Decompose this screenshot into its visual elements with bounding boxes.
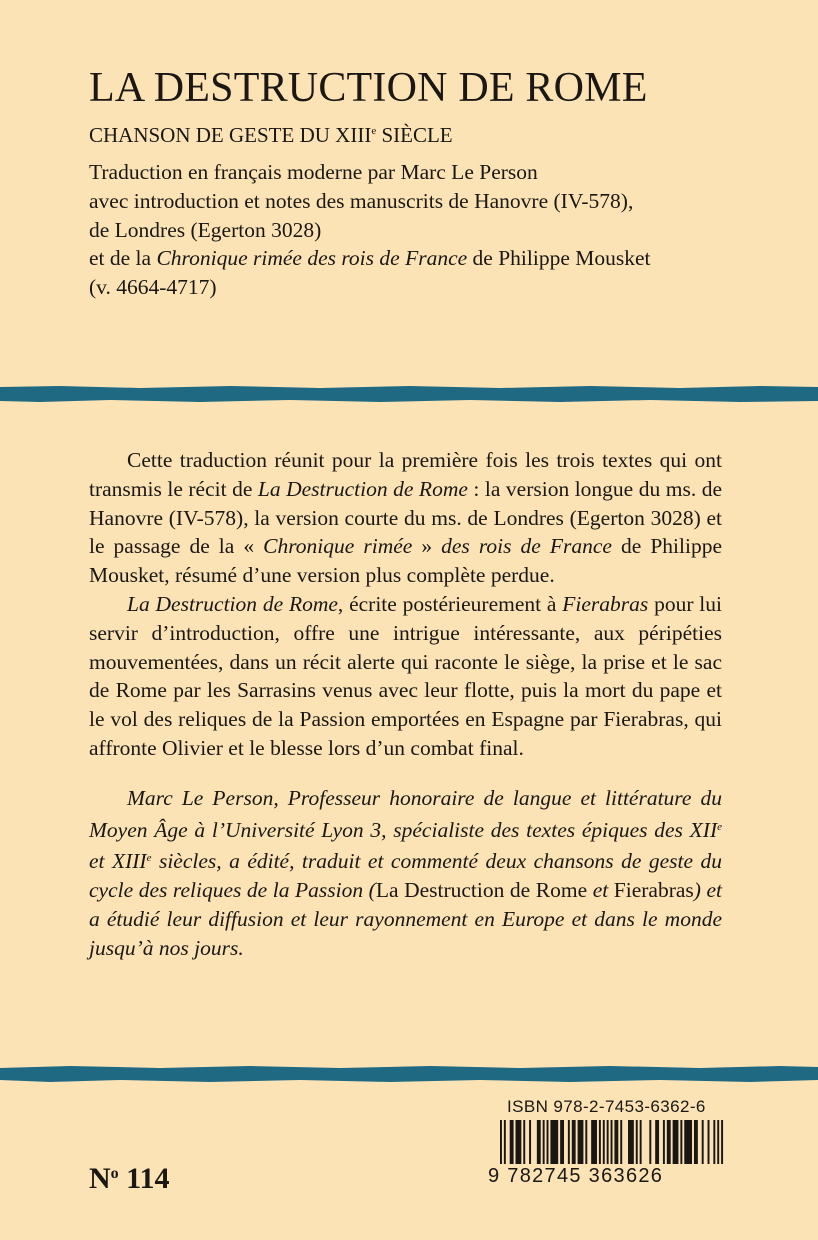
header-block	[89, 62, 789, 302]
barcode-bar	[578, 1120, 584, 1164]
barcode-bar	[702, 1120, 704, 1164]
back-cover-text	[89, 446, 722, 963]
barcode-bar	[684, 1120, 692, 1164]
credits-line: et de la Chronique rimée des rois de France de Philippe Mousket	[89, 246, 651, 271]
barcode-bar	[614, 1120, 618, 1164]
series-number: $N^o$ 114	[89, 1162, 170, 1195]
barcode-bar	[649, 1120, 651, 1164]
decorative-band-bottom	[0, 1063, 818, 1085]
book-title: LA DESTRUCTION DE ROME	[89, 65, 648, 111]
barcode-bar	[504, 1120, 506, 1164]
summary-paragraph: La Destruction de Rome, écrite postérieurement à Fierabras pour lui servir d’introduction, offre une intrigue intéressante, aux péripéties mouvementées, dans un récit alerte qui raconte le siège, la prise et le sac de Rome par les Sarrasins venus avec leur flotte, puis la mort du pape et le vol des reliques de la Passion emportées en Espagne par Fierabras, qui affronte Olivier et le blesse lors d’un combat final.	[89, 591, 723, 760]
barcode-bar	[620, 1120, 622, 1164]
barcode-bar	[708, 1120, 710, 1164]
credits-line: de Londres (Egerton 3028)	[89, 217, 322, 242]
barcode-bar	[523, 1120, 525, 1164]
summary-paragraph: Cette traduction réunit pour la première fois les trois textes qui ont transmis le récit de La Destruction de Rome : la version longue du ms. de Hanovre (IV-578), la version courte du ms. de Londres (Egerton 3028) et le passage de la « Chronique rimée » des rois de France de Philippe Mousket, résumé d’une version plus complète perdue.	[89, 448, 723, 588]
credits-line: (v. 4664-4717)	[89, 275, 217, 300]
decorative-band-top	[0, 383, 818, 405]
barcode-bar	[628, 1120, 634, 1164]
barcode-bar	[721, 1120, 723, 1164]
barcode-bar	[585, 1120, 587, 1164]
barcode-bar	[655, 1120, 659, 1164]
barcode-bar	[516, 1120, 522, 1164]
barcode-bar	[603, 1120, 605, 1164]
barcode-bar	[717, 1120, 719, 1164]
barcode-bar	[560, 1120, 564, 1164]
barcode-bar	[607, 1120, 609, 1164]
barcode-bar	[547, 1120, 549, 1164]
barcode-bar	[572, 1120, 576, 1164]
barcode-bar	[636, 1120, 638, 1164]
barcode-bar	[667, 1120, 671, 1164]
translation-credits	[89, 158, 789, 302]
isbn-barcode	[488, 1097, 725, 1187]
credits-line: avec introduction et notes des manuscrits de Hanovre (IV-578),	[89, 188, 634, 213]
barcode-bar	[568, 1120, 570, 1164]
barcode-bar	[591, 1120, 597, 1164]
book-subtitle: CHANSON DE GESTE DU XIIIe SIÈCLE	[89, 123, 453, 147]
barcode-bar	[529, 1120, 531, 1164]
barcode-bar	[500, 1120, 502, 1164]
credits-line: Traduction en français moderne par Marc Le Person	[89, 160, 538, 184]
barcode-bar	[694, 1120, 698, 1164]
barcode-bar	[611, 1120, 613, 1164]
barcode-bar	[510, 1120, 514, 1164]
barcode-bar	[680, 1120, 682, 1164]
barcode-bar	[640, 1120, 642, 1164]
barcode-digits: 9 782745 363626	[488, 1165, 664, 1187]
barcode-bar	[543, 1120, 545, 1164]
barcode-bar	[663, 1120, 665, 1164]
barcode-bar	[599, 1120, 601, 1164]
barcode-bar	[550, 1120, 558, 1164]
barcode-bar	[713, 1120, 715, 1164]
barcode-bars	[500, 1120, 725, 1164]
author-bio: Marc Le Person, Professeur honoraire de langue et littérature du Moyen Âge à l’Université Lyon 3, spécialiste des textes épiques des XIIe et XIIIe siècles, a édité, traduit et commenté deux chansons de geste du cycle des reliques de la Passion (La Destruction de Rome et Fierabras) et a étudié leur diffusion et leur rayonnement en Europe et dans le monde jusqu’à nos jours.	[89, 785, 722, 960]
barcode-bar	[673, 1120, 679, 1164]
isbn-text: ISBN 978-2-7453-6362-6	[507, 1097, 706, 1116]
barcode-bar	[537, 1120, 541, 1164]
